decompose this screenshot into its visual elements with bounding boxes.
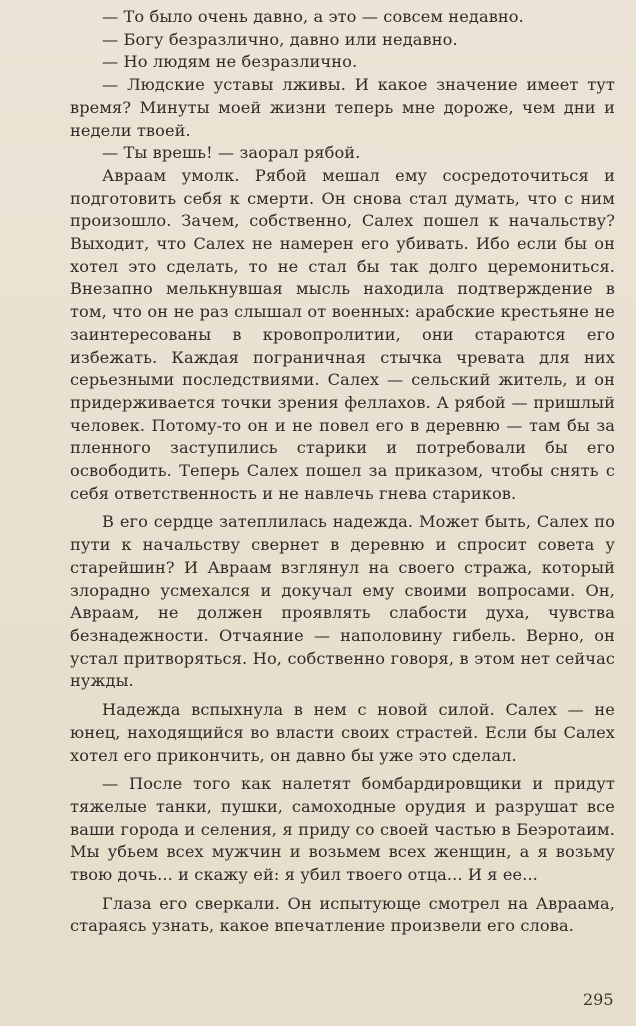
paragraph: Глаза его сверкали. Он испытующе смотрел на Авраама, стараясь узнать, какое впечатление произвели его слова. bbox=[70, 893, 615, 936]
dialogue-line: — Людские уставы лживы. И какое значение имеет тут время? Минуты моей жизни теперь мне дороже, чем дни и недели твоей. bbox=[70, 75, 615, 140]
dialogue-line: — Но людям не безразлично. bbox=[102, 52, 358, 72]
body-text bbox=[70, 6, 615, 944]
dialogue-line: — То было очень давно, а это — совсем недавно. bbox=[102, 7, 524, 26]
dialogue-line: — Богу безразлично, давно или недавно. bbox=[102, 29, 458, 49]
paragraph: Надежда вспыхнула в нем с новой силой. Салех — не юнец, находящийся во власти своих страстей. Если бы Салех хотел его прикончить, он давно бы уже это сделал. bbox=[70, 700, 615, 765]
paragraph: — После того как налетят бомбардировщики и придут тяжелые танки, пушки, самоходные орудия и разрушат все ваши города и селения, я приду со своей частью в Беэротаим. Мы убьем всех мужчин и возьмем всех женщин, а я возьму твою дочь... и скажу ей: я убил твоего отца... И я ее... bbox=[70, 774, 615, 885]
page-number: 295 bbox=[583, 990, 614, 1009]
paragraph: В его сердце затеплилась надежда. Может быть, Салех по пути к начальству свернет в деревню и спросит совета у старейшин? И Авраам взглянул на своего стража, который злорадно усмехался и докучал ему своими вопросами. Он, Авраам, не должен проявлять слабости духа, чувства безнадежности. Отчаяние — наполовину гибель. Верно, он устал притворяться. Но, собственно говоря, в этом нет сейчас нужды. bbox=[70, 512, 615, 691]
paragraph: Авраам умолк. Рябой мешал ему сосредоточиться и подготовить себя к смерти. Он снова стал думать, что с ним произошло. Зачем, собственно, Салех пошел к начальству? Выходит, что Салех не намерен его убивать. Ибо если бы он хотел это сделать, то не стал бы так долго церемониться. Внезапно мелькнувшая мысль находила подтверждение в том, что он не раз слышал от военных: арабские крестьяне не заинтересованы в кровопролитии, они стараются его избежать. Каждая пограничная стычка чревата для них серьезными последствиями. Салех — сельский житель, и он придерживается точки зрения феллахов. А рябой — пришлый человек. Потому-то он и не повел его в деревню — там бы за пленного заступились старики и потребовали бы его освободить. Теперь Салех пошел за приказом, чтобы снять с себя ответственность и не навлечь гнева стариков. bbox=[70, 165, 615, 503]
dialogue-line: — Ты врешь! — заорал рябой. bbox=[102, 143, 361, 163]
